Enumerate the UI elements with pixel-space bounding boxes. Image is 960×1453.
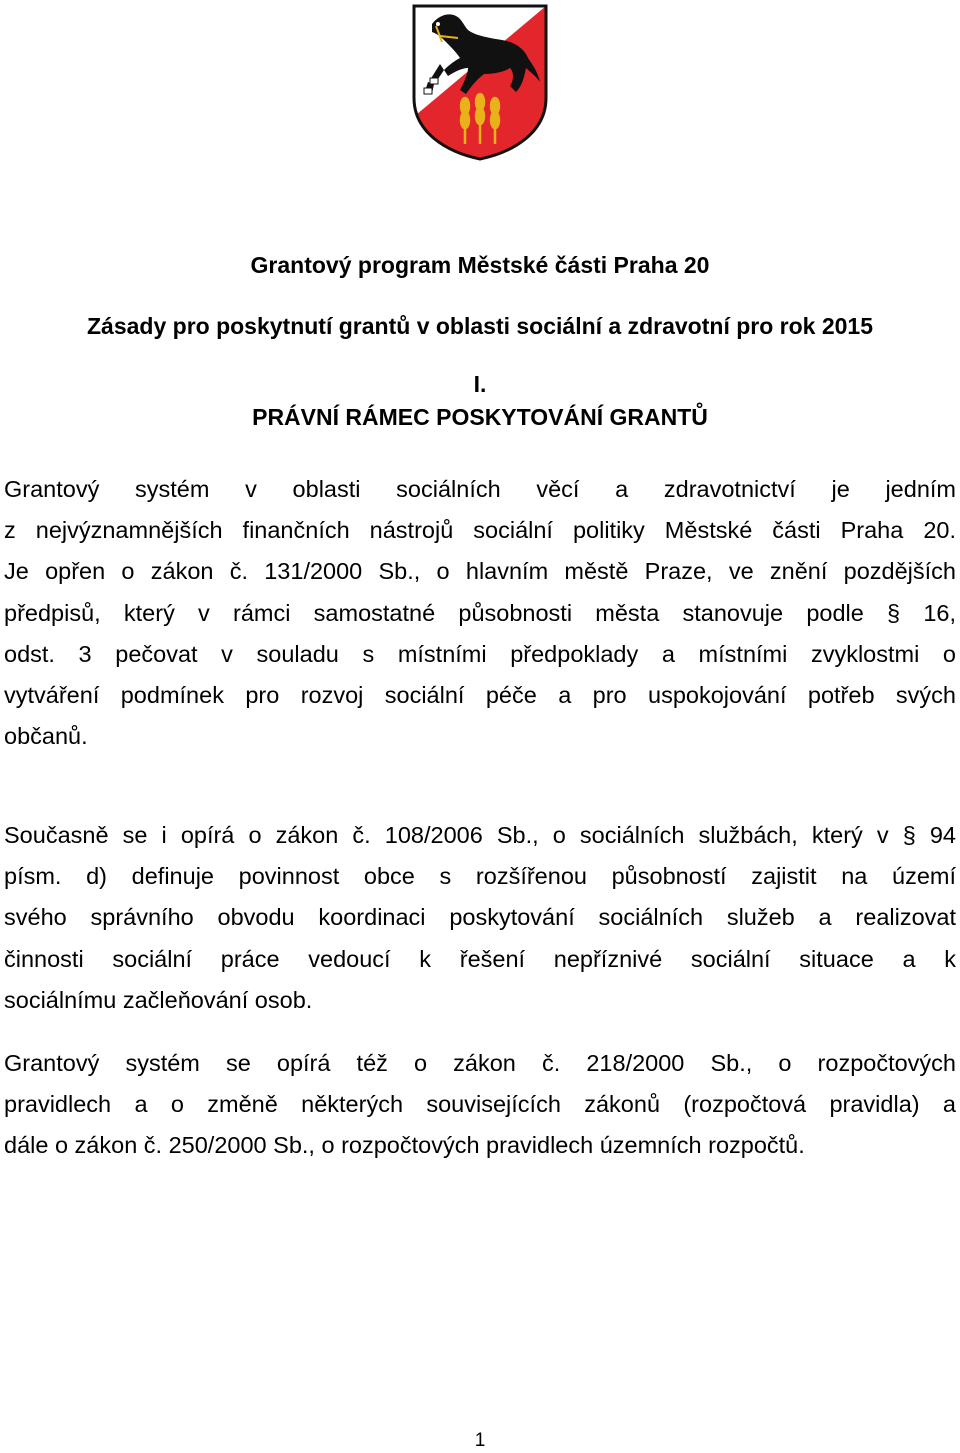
paragraph-social-services — [4, 815, 956, 1021]
paragraph-line: dále o zákon č. 250/2000 Sb., o rozpočtových pravidlech územních rozpočtů. — [4, 1132, 805, 1159]
document-title: Grantový program Městské části Praha 20 — [250, 252, 710, 278]
paragraph-legal-basis — [4, 469, 956, 757]
paragraph-line: Grantový systém v oblasti sociálních věcí a zdravotnictví je jedním — [4, 476, 956, 502]
paragraph-line: předpisů, který v rámci samostatné působnosti města stanovuje podle § 16, — [4, 599, 956, 626]
section-number: I. — [473, 371, 487, 397]
paragraph-line: občanů. — [4, 723, 88, 750]
paragraph-line: Současně se i opírá o zákon č. 108/2006 Sb., o sociálních službách, který v § 94 — [4, 822, 956, 848]
paragraph-line: písm. d) definuje povinnost obce s rozšířenou působností zajistit na území — [4, 863, 956, 890]
coat-of-arms-icon — [410, 2, 550, 162]
paragraph-line: vytváření podmínek pro rozvoj sociální péče a pro uspokojování potřeb svých — [4, 682, 956, 709]
paragraph-line: Grantový systém se opírá též o zákon č. 218/2000 Sb., o rozpočtových — [4, 1050, 956, 1076]
document-subtitle: Zásady pro poskytnutí grantů v oblasti sociální a zdravotní pro rok 2015 — [86, 313, 874, 339]
paragraph-budget-rules — [4, 1043, 956, 1167]
page-number: 1 — [474, 1430, 486, 1451]
paragraph-line: sociálnímu začleňování osob. — [4, 986, 313, 1013]
paragraph-line: pravidlech a o změně některých souvisejících zákonů (rozpočtová pravidla) a — [4, 1091, 956, 1118]
paragraph-line: svého správního obvodu koordinaci poskytování sociálních služeb a realizovat — [4, 904, 956, 931]
paragraph-line: z nejvýznamnějších finančních nástrojů sociální politiky Městské části Praha 20. — [4, 517, 956, 544]
section-title: PRÁVNÍ RÁMEC POSKYTOVÁNÍ GRANTŮ — [252, 404, 708, 430]
paragraph-line: činnosti sociální práce vedoucí k řešení nepříznivé sociální situace a k — [4, 945, 956, 972]
paragraph-line: odst. 3 pečovat v souladu s místními předpoklady a místními zvyklostmi o — [4, 640, 956, 667]
paragraph-line: Je opřen o zákon č. 131/2000 Sb., o hlavním městě Praze, ve znění pozdějších — [4, 558, 956, 585]
